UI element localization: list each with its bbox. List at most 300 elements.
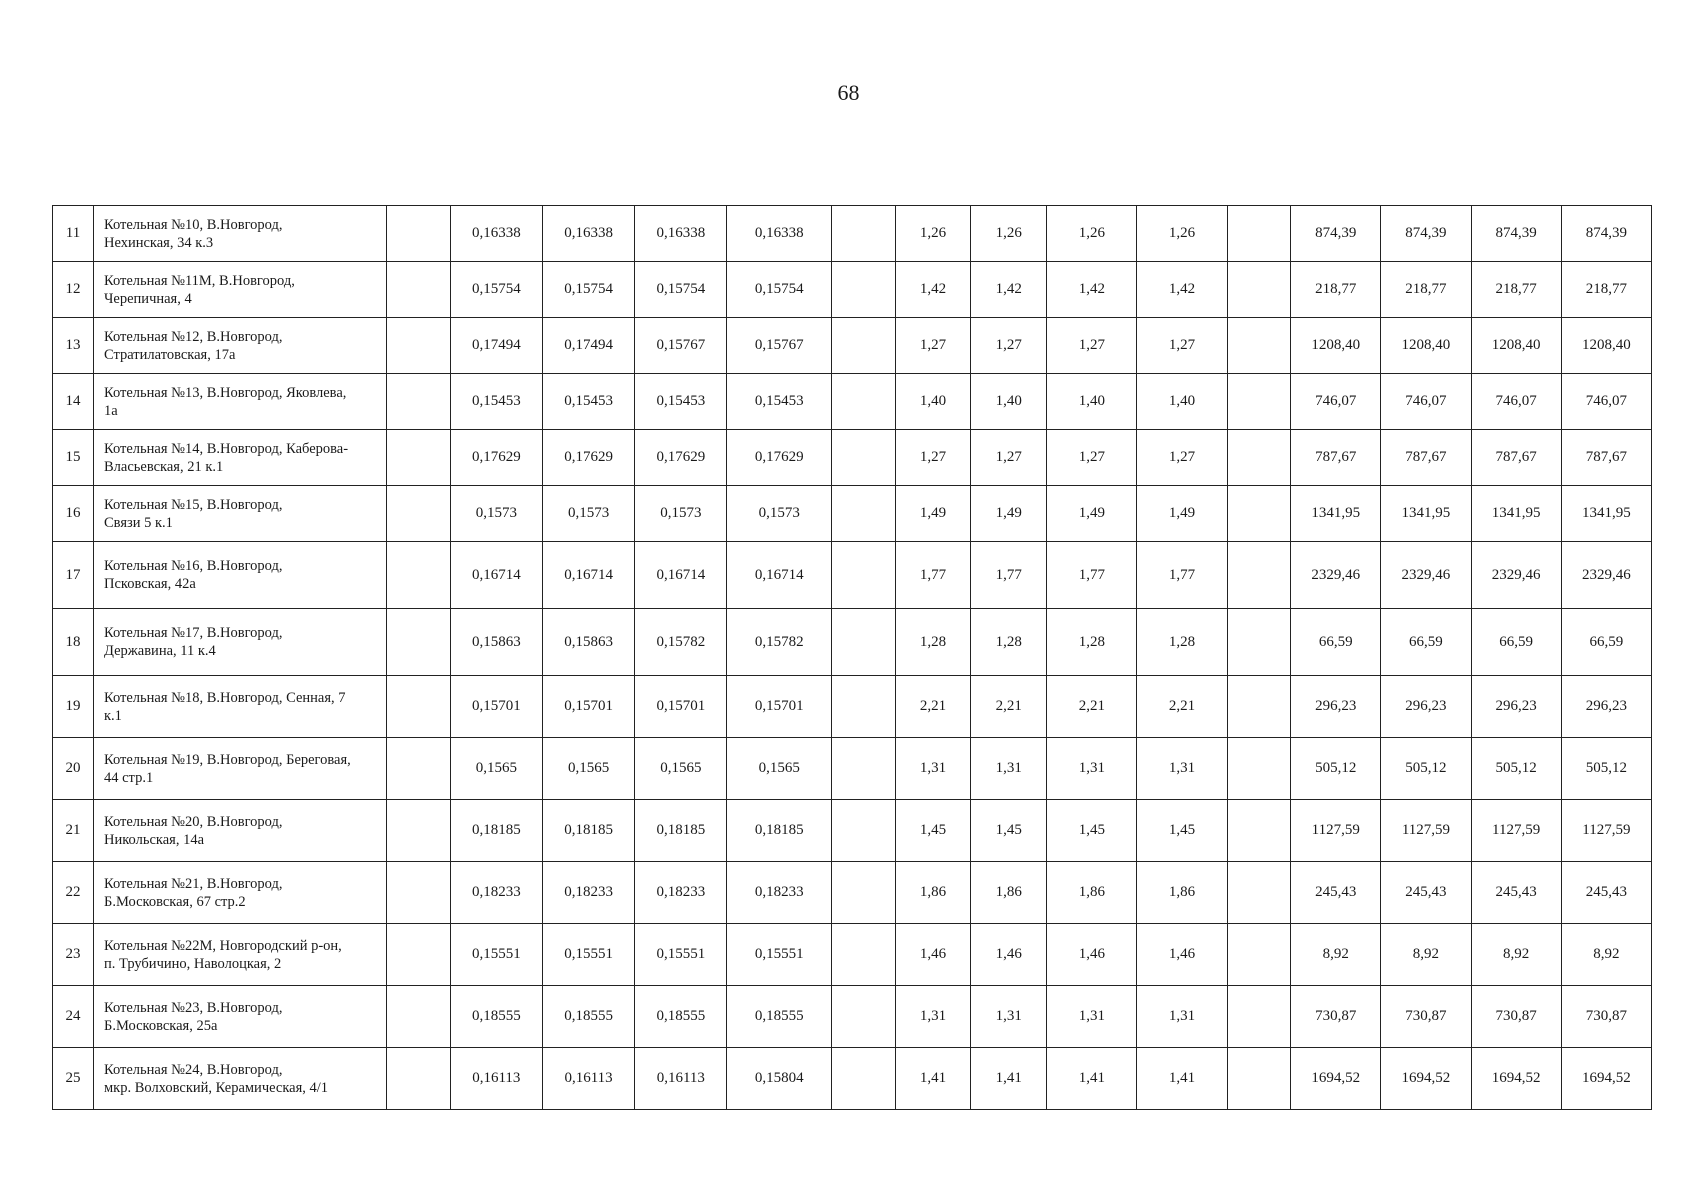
empty-cell bbox=[387, 609, 451, 676]
boiler-name-line2: Б.Московская, 25а bbox=[104, 1017, 218, 1034]
value-cell-c: 730,87 bbox=[1381, 986, 1471, 1048]
value-cell-a: 0,15701 bbox=[450, 676, 542, 738]
value-cell-c: 218,77 bbox=[1561, 262, 1651, 318]
value-cell-c: 1694,52 bbox=[1561, 1048, 1651, 1110]
value-cell-b: 1,27 bbox=[1047, 318, 1137, 374]
boiler-name-cell bbox=[94, 262, 387, 318]
boiler-name-cell bbox=[94, 676, 387, 738]
value-cell-b: 1,31 bbox=[1047, 986, 1137, 1048]
value-cell-a: 0,16113 bbox=[542, 1048, 634, 1110]
value-cell-a: 0,15453 bbox=[635, 374, 727, 430]
value-cell-a: 0,17629 bbox=[727, 430, 832, 486]
value-cell-c: 787,67 bbox=[1471, 430, 1561, 486]
empty-cell bbox=[1227, 986, 1291, 1048]
boiler-name-line2: 1а bbox=[104, 402, 118, 419]
value-cell-a: 0,18555 bbox=[450, 986, 542, 1048]
boiler-name-cell bbox=[94, 800, 387, 862]
empty-cell bbox=[1227, 542, 1291, 609]
value-cell-a: 0,16714 bbox=[727, 542, 832, 609]
row-number-cell: 21 bbox=[53, 800, 94, 862]
value-cell-a: 0,18555 bbox=[727, 986, 832, 1048]
empty-cell bbox=[1227, 430, 1291, 486]
table-row bbox=[53, 676, 1652, 738]
value-cell-b: 1,77 bbox=[1047, 542, 1137, 609]
value-cell-a: 0,18185 bbox=[450, 800, 542, 862]
empty-cell bbox=[831, 486, 895, 542]
value-cell-a: 0,15754 bbox=[450, 262, 542, 318]
value-cell-c: 746,07 bbox=[1381, 374, 1471, 430]
empty-cell bbox=[1227, 862, 1291, 924]
value-cell-b: 1,26 bbox=[1047, 206, 1137, 262]
row-number-cell: 16 bbox=[53, 486, 94, 542]
value-cell-a: 0,15754 bbox=[727, 262, 832, 318]
boiler-name-cell bbox=[94, 924, 387, 986]
value-cell-a: 0,16338 bbox=[450, 206, 542, 262]
empty-cell bbox=[831, 738, 895, 800]
row-number-cell: 19 bbox=[53, 676, 94, 738]
value-cell-b: 1,86 bbox=[1047, 862, 1137, 924]
boiler-name-line1: Котельная №13, В.Новгород, Яковлева, bbox=[104, 384, 347, 401]
value-cell-c: 787,67 bbox=[1561, 430, 1651, 486]
value-cell-b: 1,28 bbox=[895, 609, 971, 676]
empty-cell bbox=[387, 542, 451, 609]
table-row bbox=[53, 262, 1652, 318]
boiler-name-line2: Стратилатовская, 17а bbox=[104, 346, 236, 363]
row-number-cell: 13 bbox=[53, 318, 94, 374]
table-row bbox=[53, 862, 1652, 924]
value-cell-b: 1,45 bbox=[1137, 800, 1227, 862]
value-cell-a: 0,16714 bbox=[450, 542, 542, 609]
value-cell-b: 1,28 bbox=[971, 609, 1047, 676]
empty-cell bbox=[387, 862, 451, 924]
empty-cell bbox=[1227, 738, 1291, 800]
row-number-cell: 14 bbox=[53, 374, 94, 430]
value-cell-c: 245,43 bbox=[1381, 862, 1471, 924]
value-cell-a: 0,15551 bbox=[542, 924, 634, 986]
value-cell-c: 66,59 bbox=[1561, 609, 1651, 676]
empty-cell bbox=[1227, 318, 1291, 374]
value-cell-b: 2,21 bbox=[971, 676, 1047, 738]
empty-cell bbox=[831, 676, 895, 738]
table-row bbox=[53, 374, 1652, 430]
empty-cell bbox=[831, 206, 895, 262]
value-cell-b: 1,31 bbox=[1137, 738, 1227, 800]
row-number-cell: 17 bbox=[53, 542, 94, 609]
empty-cell bbox=[387, 676, 451, 738]
value-cell-a: 0,16714 bbox=[542, 542, 634, 609]
value-cell-c: 245,43 bbox=[1471, 862, 1561, 924]
value-cell-a: 0,16338 bbox=[542, 206, 634, 262]
value-cell-a: 0,15701 bbox=[635, 676, 727, 738]
empty-cell bbox=[387, 430, 451, 486]
value-cell-a: 0,18233 bbox=[450, 862, 542, 924]
value-cell-b: 1,77 bbox=[1137, 542, 1227, 609]
value-cell-b: 1,27 bbox=[895, 430, 971, 486]
boiler-name-cell bbox=[94, 986, 387, 1048]
value-cell-a: 0,16113 bbox=[635, 1048, 727, 1110]
value-cell-b: 1,49 bbox=[1047, 486, 1137, 542]
value-cell-c: 1694,52 bbox=[1291, 1048, 1381, 1110]
value-cell-b: 1,42 bbox=[1137, 262, 1227, 318]
table-row bbox=[53, 609, 1652, 676]
table-row bbox=[53, 318, 1652, 374]
value-cell-a: 0,1573 bbox=[542, 486, 634, 542]
empty-cell bbox=[1227, 486, 1291, 542]
value-cell-a: 0,15767 bbox=[727, 318, 832, 374]
empty-cell bbox=[831, 542, 895, 609]
value-cell-b: 1,86 bbox=[971, 862, 1047, 924]
value-cell-a: 0,1573 bbox=[635, 486, 727, 542]
boiler-name-cell bbox=[94, 1048, 387, 1110]
boiler-name-cell bbox=[94, 318, 387, 374]
value-cell-b: 1,45 bbox=[895, 800, 971, 862]
value-cell-b: 1,42 bbox=[895, 262, 971, 318]
empty-cell bbox=[1227, 800, 1291, 862]
value-cell-b: 1,46 bbox=[1137, 924, 1227, 986]
boiler-name-line2: мкр. Волховский, Керамическая, 4/1 bbox=[104, 1079, 329, 1096]
value-cell-a: 0,17629 bbox=[635, 430, 727, 486]
empty-cell bbox=[1227, 609, 1291, 676]
value-cell-c: 8,92 bbox=[1471, 924, 1561, 986]
value-cell-c: 1127,59 bbox=[1291, 800, 1381, 862]
value-cell-b: 1,46 bbox=[895, 924, 971, 986]
value-cell-a: 0,1565 bbox=[542, 738, 634, 800]
table-row bbox=[53, 1048, 1652, 1110]
value-cell-c: 2329,46 bbox=[1291, 542, 1381, 609]
value-cell-c: 296,23 bbox=[1291, 676, 1381, 738]
value-cell-c: 874,39 bbox=[1561, 206, 1651, 262]
value-cell-a: 0,17494 bbox=[542, 318, 634, 374]
value-cell-c: 1208,40 bbox=[1381, 318, 1471, 374]
value-cell-b: 1,26 bbox=[1137, 206, 1227, 262]
value-cell-a: 0,15863 bbox=[450, 609, 542, 676]
empty-cell bbox=[387, 486, 451, 542]
value-cell-c: 505,12 bbox=[1381, 738, 1471, 800]
boiler-name-line2: Черепичная, 4 bbox=[104, 290, 192, 307]
value-cell-a: 0,18233 bbox=[542, 862, 634, 924]
table-row bbox=[53, 800, 1652, 862]
value-cell-c: 66,59 bbox=[1471, 609, 1561, 676]
boiler-name-line1: Котельная №16, В.Новгород, bbox=[104, 558, 283, 574]
value-cell-c: 505,12 bbox=[1291, 738, 1381, 800]
value-cell-c: 1694,52 bbox=[1381, 1048, 1471, 1110]
empty-cell bbox=[387, 206, 451, 262]
value-cell-a: 0,15701 bbox=[542, 676, 634, 738]
boiler-name-line1: Котельная №10, В.Новгород, bbox=[104, 216, 283, 233]
value-cell-c: 1208,40 bbox=[1561, 318, 1651, 374]
boiler-name-line1: Котельная №14, В.Новгород, Каберова- bbox=[104, 440, 349, 457]
value-cell-a: 0,15804 bbox=[727, 1048, 832, 1110]
value-cell-b: 1,41 bbox=[895, 1048, 971, 1110]
value-cell-c: 66,59 bbox=[1291, 609, 1381, 676]
empty-cell bbox=[831, 374, 895, 430]
value-cell-c: 1127,59 bbox=[1471, 800, 1561, 862]
value-cell-b: 1,77 bbox=[971, 542, 1047, 609]
boiler-name-line1: Котельная №17, В.Новгород, bbox=[104, 625, 283, 641]
value-cell-b: 1,46 bbox=[1047, 924, 1137, 986]
value-cell-a: 0,18555 bbox=[542, 986, 634, 1048]
boiler-name-cell bbox=[94, 486, 387, 542]
value-cell-c: 1208,40 bbox=[1291, 318, 1381, 374]
empty-cell bbox=[387, 374, 451, 430]
value-cell-b: 1,31 bbox=[1047, 738, 1137, 800]
value-cell-a: 0,16338 bbox=[635, 206, 727, 262]
table-row bbox=[53, 542, 1652, 609]
value-cell-c: 296,23 bbox=[1381, 676, 1471, 738]
value-cell-a: 0,15453 bbox=[450, 374, 542, 430]
boiler-name-line1: Котельная №22М, Новгородский р-он, bbox=[104, 937, 342, 954]
empty-cell bbox=[387, 262, 451, 318]
value-cell-a: 0,17629 bbox=[450, 430, 542, 486]
value-cell-b: 1,31 bbox=[895, 738, 971, 800]
value-cell-a: 0,18185 bbox=[635, 800, 727, 862]
boiler-name-cell bbox=[94, 374, 387, 430]
value-cell-a: 0,15782 bbox=[635, 609, 727, 676]
value-cell-a: 0,15767 bbox=[635, 318, 727, 374]
value-cell-b: 1,46 bbox=[971, 924, 1047, 986]
boiler-name-line2: п. Трубичино, Наволоцкая, 2 bbox=[104, 955, 282, 972]
empty-cell bbox=[831, 609, 895, 676]
empty-cell bbox=[831, 862, 895, 924]
empty-cell bbox=[831, 262, 895, 318]
value-cell-a: 0,1573 bbox=[450, 486, 542, 542]
value-cell-b: 1,41 bbox=[971, 1048, 1047, 1110]
value-cell-b: 1,27 bbox=[1137, 318, 1227, 374]
value-cell-c: 2329,46 bbox=[1561, 542, 1651, 609]
empty-cell bbox=[387, 986, 451, 1048]
value-cell-c: 730,87 bbox=[1561, 986, 1651, 1048]
value-cell-b: 1,27 bbox=[1137, 430, 1227, 486]
value-cell-a: 0,1565 bbox=[727, 738, 832, 800]
value-cell-b: 1,86 bbox=[1137, 862, 1227, 924]
table-row bbox=[53, 986, 1652, 1048]
value-cell-a: 0,15754 bbox=[542, 262, 634, 318]
value-cell-c: 1694,52 bbox=[1471, 1048, 1561, 1110]
boiler-name-cell bbox=[94, 206, 387, 262]
boiler-name-line2: Связи 5 к.1 bbox=[104, 514, 173, 531]
row-number-cell: 25 bbox=[53, 1048, 94, 1110]
value-cell-a: 0,16714 bbox=[635, 542, 727, 609]
value-cell-a: 0,15701 bbox=[727, 676, 832, 738]
boiler-name-line2: Псковская, 42а bbox=[104, 576, 196, 592]
value-cell-c: 505,12 bbox=[1561, 738, 1651, 800]
empty-cell bbox=[1227, 676, 1291, 738]
value-cell-b: 1,27 bbox=[971, 318, 1047, 374]
value-cell-c: 218,77 bbox=[1381, 262, 1471, 318]
empty-cell bbox=[1227, 1048, 1291, 1110]
table-row bbox=[53, 738, 1652, 800]
value-cell-a: 0,18233 bbox=[727, 862, 832, 924]
row-number-cell: 12 bbox=[53, 262, 94, 318]
empty-cell bbox=[831, 986, 895, 1048]
value-cell-a: 0,15551 bbox=[450, 924, 542, 986]
value-cell-a: 0,18185 bbox=[727, 800, 832, 862]
value-cell-a: 0,15453 bbox=[542, 374, 634, 430]
value-cell-c: 746,07 bbox=[1561, 374, 1651, 430]
value-cell-c: 296,23 bbox=[1471, 676, 1561, 738]
empty-cell bbox=[387, 318, 451, 374]
table-body bbox=[53, 206, 1652, 1110]
value-cell-a: 0,15782 bbox=[727, 609, 832, 676]
value-cell-b: 1,26 bbox=[895, 206, 971, 262]
value-cell-b: 1,26 bbox=[971, 206, 1047, 262]
boiler-name-cell bbox=[94, 609, 387, 676]
value-cell-a: 0,1573 bbox=[727, 486, 832, 542]
value-cell-b: 2,21 bbox=[1047, 676, 1137, 738]
value-cell-c: 746,07 bbox=[1471, 374, 1561, 430]
value-cell-b: 1,27 bbox=[895, 318, 971, 374]
value-cell-b: 1,31 bbox=[1137, 986, 1227, 1048]
value-cell-b: 1,42 bbox=[971, 262, 1047, 318]
value-cell-a: 0,16338 bbox=[727, 206, 832, 262]
value-cell-b: 1,40 bbox=[971, 374, 1047, 430]
empty-cell bbox=[831, 430, 895, 486]
boiler-name-cell bbox=[94, 738, 387, 800]
boiler-name-line1: Котельная №15, В.Новгород, bbox=[104, 496, 283, 513]
value-cell-c: 787,67 bbox=[1381, 430, 1471, 486]
table-row bbox=[53, 206, 1652, 262]
boiler-name-line1: Котельная №19, В.Новгород, Береговая, bbox=[104, 751, 351, 768]
value-cell-a: 0,1565 bbox=[635, 738, 727, 800]
value-cell-b: 1,28 bbox=[1047, 609, 1137, 676]
value-cell-b: 1,45 bbox=[1047, 800, 1137, 862]
row-number-cell: 22 bbox=[53, 862, 94, 924]
boiler-name-line2: к.1 bbox=[104, 707, 122, 724]
value-cell-b: 1,49 bbox=[1137, 486, 1227, 542]
page-number: 68 bbox=[837, 80, 860, 105]
table-row bbox=[53, 430, 1652, 486]
empty-cell bbox=[1227, 374, 1291, 430]
value-cell-c: 2329,46 bbox=[1471, 542, 1561, 609]
boiler-name-line2: Нехинская, 34 к.3 bbox=[104, 234, 214, 251]
value-cell-c: 8,92 bbox=[1291, 924, 1381, 986]
value-cell-c: 2329,46 bbox=[1381, 542, 1471, 609]
value-cell-a: 0,18185 bbox=[542, 800, 634, 862]
value-cell-b: 1,28 bbox=[1137, 609, 1227, 676]
value-cell-b: 1,49 bbox=[971, 486, 1047, 542]
empty-cell bbox=[387, 738, 451, 800]
boiler-name-line1: Котельная №12, В.Новгород, bbox=[104, 328, 283, 345]
row-number-cell: 23 bbox=[53, 924, 94, 986]
boiler-name-line1: Котельная №24, В.Новгород, bbox=[104, 1061, 283, 1078]
boiler-name-line1: Котельная №23, В.Новгород, bbox=[104, 999, 283, 1016]
value-cell-b: 2,21 bbox=[895, 676, 971, 738]
value-cell-c: 730,87 bbox=[1291, 986, 1381, 1048]
row-number-cell: 20 bbox=[53, 738, 94, 800]
value-cell-b: 1,27 bbox=[1047, 430, 1137, 486]
value-cell-b: 1,40 bbox=[1137, 374, 1227, 430]
value-cell-a: 0,17494 bbox=[450, 318, 542, 374]
empty-cell bbox=[387, 800, 451, 862]
value-cell-c: 1341,95 bbox=[1381, 486, 1471, 542]
table-row bbox=[53, 924, 1652, 986]
value-cell-c: 874,39 bbox=[1291, 206, 1381, 262]
value-cell-a: 0,15453 bbox=[727, 374, 832, 430]
value-cell-c: 296,23 bbox=[1561, 676, 1651, 738]
value-cell-b: 1,31 bbox=[971, 986, 1047, 1048]
value-cell-a: 0,18555 bbox=[635, 986, 727, 1048]
empty-cell bbox=[831, 800, 895, 862]
value-cell-a: 0,15551 bbox=[635, 924, 727, 986]
value-cell-c: 8,92 bbox=[1381, 924, 1471, 986]
value-cell-c: 245,43 bbox=[1561, 862, 1651, 924]
boiler-name-line2: Власьевская, 21 к.1 bbox=[104, 458, 224, 475]
value-cell-b: 2,21 bbox=[1137, 676, 1227, 738]
boiler-name-line1: Котельная №11М, В.Новгород, bbox=[104, 272, 295, 289]
empty-cell bbox=[387, 1048, 451, 1110]
value-cell-b: 1,31 bbox=[895, 986, 971, 1048]
value-cell-c: 1208,40 bbox=[1471, 318, 1561, 374]
value-cell-a: 0,17629 bbox=[542, 430, 634, 486]
boiler-name-line1: Котельная №21, В.Новгород, bbox=[104, 875, 283, 892]
value-cell-c: 66,59 bbox=[1381, 609, 1471, 676]
value-cell-c: 874,39 bbox=[1381, 206, 1471, 262]
value-cell-b: 1,42 bbox=[1047, 262, 1137, 318]
boiler-name-line2: Б.Московская, 67 стр.2 bbox=[104, 893, 246, 910]
value-cell-a: 0,15863 bbox=[542, 609, 634, 676]
boiler-name-line1: Котельная №18, В.Новгород, Сенная, 7 bbox=[104, 689, 346, 706]
row-number-cell: 15 bbox=[53, 430, 94, 486]
value-cell-c: 1341,95 bbox=[1471, 486, 1561, 542]
boiler-name-line2: 44 стр.1 bbox=[104, 769, 154, 786]
value-cell-c: 730,87 bbox=[1471, 986, 1561, 1048]
value-cell-a: 0,16113 bbox=[450, 1048, 542, 1110]
value-cell-a: 0,15551 bbox=[727, 924, 832, 986]
value-cell-c: 787,67 bbox=[1291, 430, 1381, 486]
value-cell-a: 0,15754 bbox=[635, 262, 727, 318]
value-cell-c: 245,43 bbox=[1291, 862, 1381, 924]
boiler-name-cell bbox=[94, 862, 387, 924]
value-cell-a: 0,1565 bbox=[450, 738, 542, 800]
empty-cell bbox=[387, 924, 451, 986]
boiler-name-cell bbox=[94, 430, 387, 486]
value-cell-c: 218,77 bbox=[1291, 262, 1381, 318]
row-number-cell: 18 bbox=[53, 609, 94, 676]
row-number-cell: 11 bbox=[53, 206, 94, 262]
value-cell-b: 1,41 bbox=[1137, 1048, 1227, 1110]
boiler-name-cell bbox=[94, 542, 387, 609]
value-cell-b: 1,40 bbox=[895, 374, 971, 430]
table-row bbox=[53, 486, 1652, 542]
empty-cell bbox=[1227, 924, 1291, 986]
value-cell-b: 1,31 bbox=[971, 738, 1047, 800]
value-cell-c: 1341,95 bbox=[1291, 486, 1381, 542]
value-cell-b: 1,77 bbox=[895, 542, 971, 609]
tariff-table bbox=[52, 205, 1652, 1110]
value-cell-c: 1127,59 bbox=[1561, 800, 1651, 862]
value-cell-c: 505,12 bbox=[1471, 738, 1561, 800]
boiler-name-line1: Котельная №20, В.Новгород, bbox=[104, 813, 283, 830]
value-cell-b: 1,27 bbox=[971, 430, 1047, 486]
value-cell-b: 1,41 bbox=[1047, 1048, 1137, 1110]
empty-cell bbox=[831, 924, 895, 986]
value-cell-c: 874,39 bbox=[1471, 206, 1561, 262]
value-cell-c: 8,92 bbox=[1561, 924, 1651, 986]
boiler-name-line2: Державина, 11 к.4 bbox=[104, 643, 216, 659]
empty-cell bbox=[1227, 262, 1291, 318]
value-cell-c: 746,07 bbox=[1291, 374, 1381, 430]
empty-cell bbox=[831, 318, 895, 374]
empty-cell bbox=[1227, 206, 1291, 262]
value-cell-b: 1,86 bbox=[895, 862, 971, 924]
row-number-cell: 24 bbox=[53, 986, 94, 1048]
boiler-name-line2: Никольская, 14а bbox=[104, 831, 204, 848]
value-cell-a: 0,18233 bbox=[635, 862, 727, 924]
empty-cell bbox=[831, 1048, 895, 1110]
value-cell-b: 1,45 bbox=[971, 800, 1047, 862]
value-cell-b: 1,49 bbox=[895, 486, 971, 542]
value-cell-c: 1127,59 bbox=[1381, 800, 1471, 862]
